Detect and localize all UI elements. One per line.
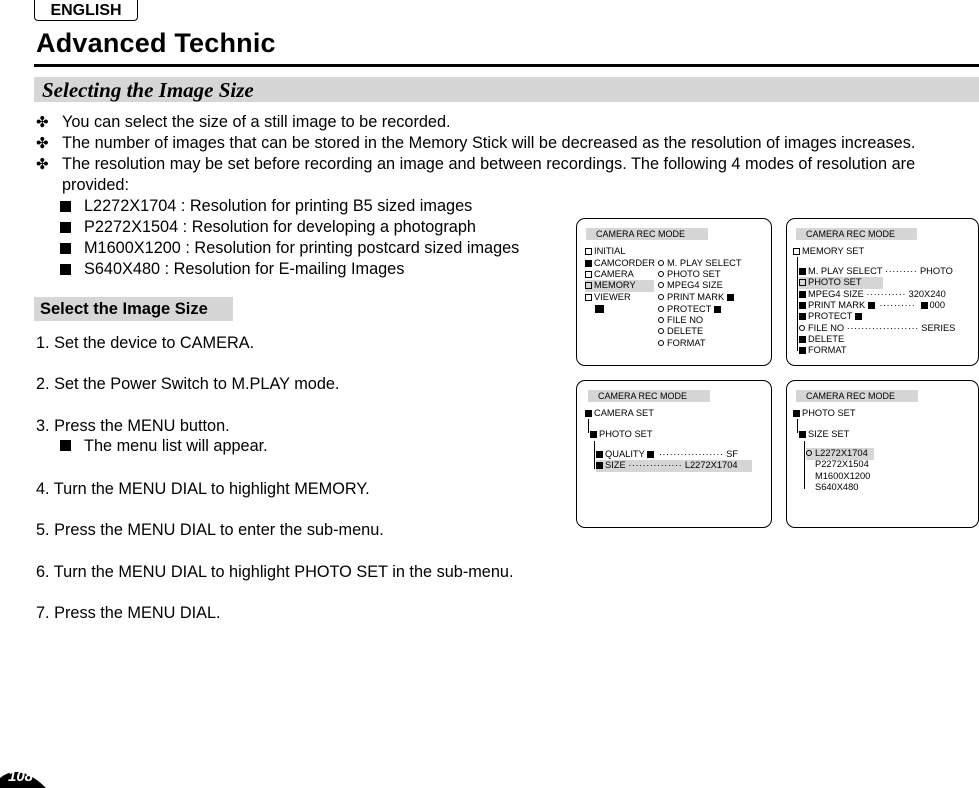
screen-header: CAMERA REC MODE [586,228,708,240]
print-icon [868,302,875,309]
mode-item: M1600X1200 : Resolution for printing postcard sized images [36,238,971,259]
screen-header: CAMERA REC MODE [796,390,918,402]
cross-bullet-icon: ✤ [36,135,49,152]
memory-item: M. PLAY SELECT ········· PHOTO [799,266,967,278]
viewer-icon [585,294,592,301]
menu-item-camera: CAMERA [585,269,634,281]
procedure-title: Select the Image Size [40,300,208,318]
language-tab: ENGLISH [34,0,138,21]
photo-set-item: QUALITY ·················· SF [596,449,752,461]
circle-icon [658,282,664,288]
submenu-item: PROTECT [658,304,723,316]
circle-icon [658,317,664,323]
page-title: Advanced Technic [36,28,276,58]
cross-bullet-icon: ✤ [36,156,49,173]
intro-bullet: ✤ The resolution may be set before recording an image and between recordings. The following 4 modes of resolution are provided: [36,155,916,194]
submenu-item: MPEG4 SIZE [658,280,723,292]
section-title: Selecting the Image Size [42,78,254,102]
step-3: 3. Press the MENU button. [36,417,230,435]
mode-item: P2272X1504 : Resolution for developing a photograph [36,217,971,238]
circle-icon [658,294,664,300]
menu-item-viewer: VIEWER [585,292,631,304]
camera-icon [585,271,592,278]
memory-item: DELETE [799,334,844,346]
mode-item: L2272X1704 : Resolution for printing B5 sized images [36,196,971,217]
memory-item: PRINT MARK ·········· 000 [799,300,967,312]
circle-icon [658,328,664,334]
submenu-title: CAMERA SET [585,408,654,420]
step-4: 4. Turn the MENU DIAL to highlight MEMORY. [36,480,370,498]
memory-item: PROTECT [799,311,864,323]
submenu-subtitle: SIZE SET [799,429,849,441]
memory-item: FORMAT [799,345,847,357]
size-option-selected: L2272X1704 [806,448,874,460]
step-1: 1. Set the device to CAMERA. [36,334,255,352]
square-bullet-icon [60,201,71,212]
step-5: 5. Press the MENU DIAL to enter the sub-menu. [36,521,384,539]
submenu-title: MEMORY SET [793,246,864,258]
memory-item: MPEG4 SIZE ··········· 320X240 [799,289,967,301]
submenu-title: PHOTO SET [793,408,856,420]
mode-item: S640X480 : Resolution for E-mailing Images [36,259,971,280]
step-6: 6. Turn the MENU DIAL to highlight PHOTO SET in the sub-menu. [36,563,514,581]
camera-icon [585,410,592,417]
submenu-item: FILE NO [658,315,703,327]
circle-icon [658,306,664,312]
lock-icon [714,306,721,313]
step-3-note: The menu list will appear. [60,436,268,456]
memory-icon [793,248,800,255]
title-rule [34,64,979,67]
size-option: S640X480 [815,482,859,492]
menu-screen-size-set [786,380,979,528]
circle-icon [658,260,664,266]
folder-icon [585,248,592,255]
print-icon [727,294,734,301]
memory-item: FILE NO ···················· SERIES [799,323,967,335]
screen-header: CAMERA REC MODE [796,228,917,240]
size-option: M1600X1200 [815,471,871,481]
menu-screen-memory-set [786,218,979,366]
photo-set-item-size: SIZE ··············· L2272X1704 [596,460,752,472]
intro-bullet: ✤ You can select the size of a still image to be recorded. [36,113,451,131]
step-2: 2. Set the Power Switch to M.PLAY mode. [36,375,340,393]
circle-icon [658,271,664,277]
lock-icon [855,313,862,320]
photo-icon [793,410,800,417]
menu-item-initial: INITIAL [585,246,626,258]
menu-item-memory: MEMORY [585,280,654,292]
menu-screen-photo-set [576,380,772,528]
circle-icon [658,340,664,346]
procedure-header [34,297,233,321]
square-bullet-icon [60,440,71,451]
menu-item-camcorder: CAMCORDER [585,258,655,270]
square-bullet-icon [60,222,71,233]
cross-bullet-icon: ✤ [36,114,49,131]
camcorder-icon [585,260,592,267]
submenu-subtitle: PHOTO SET [590,429,653,441]
square-bullet-icon [60,264,71,275]
page-number: 108 [8,768,34,785]
submenu-item: M. PLAY SELECT [658,258,742,270]
submenu-item: FORMAT [658,338,706,350]
intro-bullet: ✤ The number of images that can be stored in the Memory Stick will be decreased as the resolution of images increases. [36,134,916,152]
picture-icon [595,304,606,316]
print-icon [921,302,928,309]
quality-icon [647,451,654,458]
size-option: P2272X1504 [815,459,869,469]
submenu-item: PHOTO SET [658,269,721,281]
memory-item-photo-set: PHOTO SET [799,277,883,289]
submenu-item: PRINT MARK [658,292,736,304]
section-header [34,77,979,102]
submenu-item: DELETE [658,326,703,338]
memory-icon [585,282,592,289]
screen-header: CAMERA REC MODE [588,390,710,402]
square-bullet-icon [60,243,71,254]
menu-screen-main [576,218,772,366]
step-7: 7. Press the MENU DIAL. [36,604,221,622]
